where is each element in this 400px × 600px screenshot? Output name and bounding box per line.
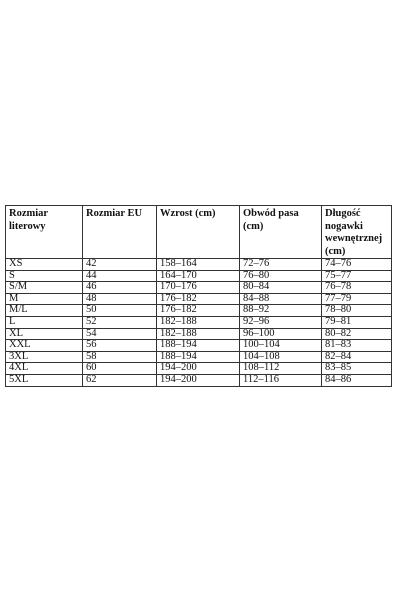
table-row (6, 328, 392, 340)
cell-height: 188–194 (157, 351, 240, 363)
cell-inseam: 83–85 (322, 363, 392, 375)
cell-eu-size: 60 (83, 363, 157, 375)
cell-inseam: 80–82 (322, 328, 392, 340)
cell-waist: 72–76 (240, 259, 322, 271)
cell-eu-size: 62 (83, 374, 157, 386)
table-row (6, 259, 392, 271)
cell-eu-size: 58 (83, 351, 157, 363)
cell-waist: 100–104 (240, 340, 322, 352)
cell-letter-size: 5XL (6, 374, 83, 386)
cell-height: 194–200 (157, 363, 240, 375)
cell-inseam: 82–84 (322, 351, 392, 363)
cell-inseam: 76–78 (322, 282, 392, 294)
cell-eu-size: 50 (83, 305, 157, 317)
cell-inseam: 79–81 (322, 316, 392, 328)
cell-letter-size: 4XL (6, 363, 83, 375)
cell-letter-size: S (6, 270, 83, 282)
cell-eu-size: 54 (83, 328, 157, 340)
header-letter-size: Rozmiar literowy (6, 206, 83, 259)
cell-waist: 84–88 (240, 293, 322, 305)
cell-waist: 92–96 (240, 316, 322, 328)
cell-inseam: 74–76 (322, 259, 392, 271)
header-inseam: Długość nogawki wewnętrznej (cm) (322, 206, 392, 259)
size-chart-table (5, 205, 392, 387)
cell-letter-size: XL (6, 328, 83, 340)
cell-letter-size: L (6, 316, 83, 328)
cell-waist: 104–108 (240, 351, 322, 363)
cell-eu-size: 46 (83, 282, 157, 294)
table-row (6, 293, 392, 305)
table-row (6, 363, 392, 375)
cell-eu-size: 48 (83, 293, 157, 305)
cell-height: 170–176 (157, 282, 240, 294)
cell-height: 194–200 (157, 374, 240, 386)
cell-waist: 76–80 (240, 270, 322, 282)
header-height: Wzrost (cm) (157, 206, 240, 259)
cell-letter-size: 3XL (6, 351, 83, 363)
cell-waist: 88–92 (240, 305, 322, 317)
cell-height: 182–188 (157, 316, 240, 328)
table-row (6, 316, 392, 328)
header-waist: Obwód pasa (cm) (240, 206, 322, 259)
table-row (6, 374, 392, 386)
header-row (6, 206, 392, 259)
cell-inseam: 75–77 (322, 270, 392, 282)
cell-waist: 112–116 (240, 374, 322, 386)
cell-inseam: 81–83 (322, 340, 392, 352)
cell-inseam: 84–86 (322, 374, 392, 386)
cell-eu-size: 52 (83, 316, 157, 328)
header-eu-size: Rozmiar EU (83, 206, 157, 259)
table-row (6, 270, 392, 282)
cell-height: 182–188 (157, 328, 240, 340)
cell-waist: 108–112 (240, 363, 322, 375)
cell-height: 176–182 (157, 293, 240, 305)
table-header (6, 206, 392, 259)
table-row (6, 340, 392, 352)
cell-height: 164–170 (157, 270, 240, 282)
cell-inseam: 78–80 (322, 305, 392, 317)
cell-letter-size: XXL (6, 340, 83, 352)
table-row (6, 282, 392, 294)
table-row (6, 351, 392, 363)
cell-letter-size: S/M (6, 282, 83, 294)
cell-eu-size: 56 (83, 340, 157, 352)
cell-letter-size: XS (6, 259, 83, 271)
cell-waist: 96–100 (240, 328, 322, 340)
cell-letter-size: M (6, 293, 83, 305)
cell-eu-size: 42 (83, 259, 157, 271)
cell-eu-size: 44 (83, 270, 157, 282)
cell-height: 176–182 (157, 305, 240, 317)
cell-inseam: 77–79 (322, 293, 392, 305)
table-row (6, 305, 392, 317)
cell-letter-size: M/L (6, 305, 83, 317)
cell-height: 188–194 (157, 340, 240, 352)
cell-waist: 80–84 (240, 282, 322, 294)
table-body (6, 259, 392, 387)
cell-height: 158–164 (157, 259, 240, 271)
